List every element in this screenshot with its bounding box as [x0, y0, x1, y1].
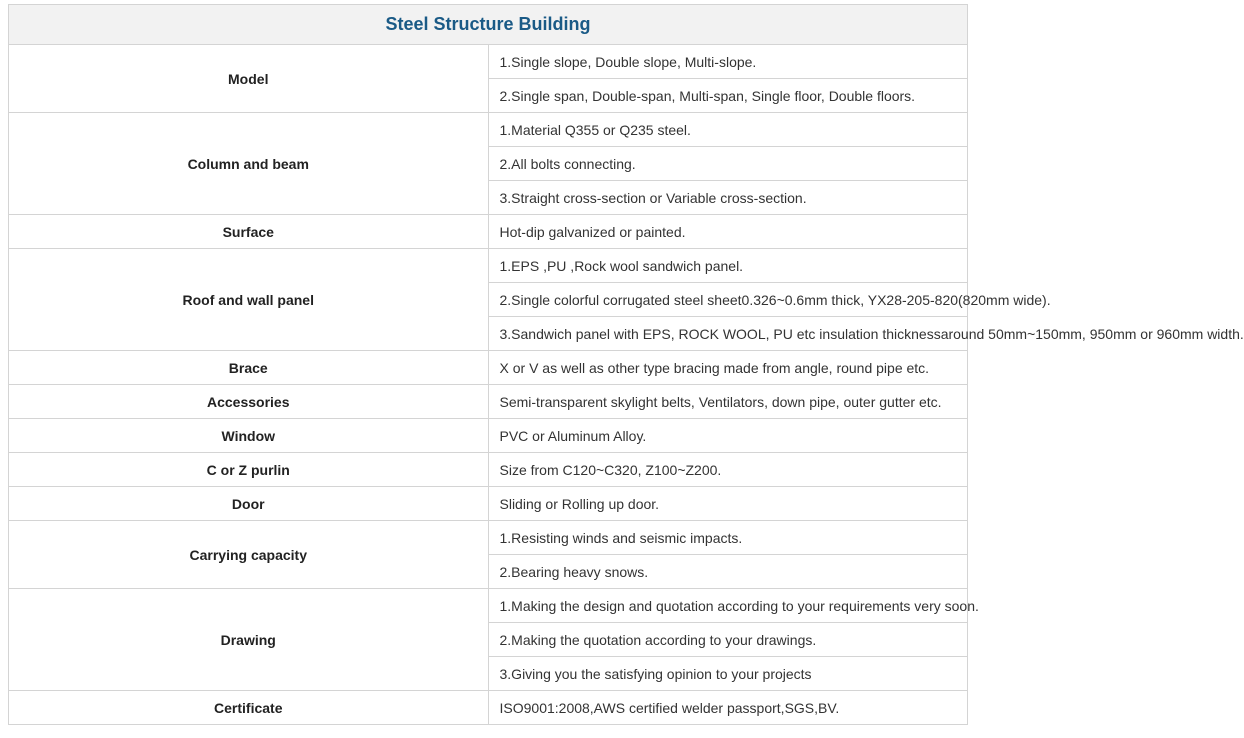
row-value: 1.Making the design and quotation according to your requirements very soon. [488, 589, 968, 623]
table-row [9, 351, 968, 385]
row-label: Window [9, 419, 489, 453]
row-label: Accessories [9, 385, 489, 419]
row-value: X or V as well as other type bracing made from angle, round pipe etc. [488, 351, 968, 385]
row-value: 3.Straight cross-section or Variable cross-section. [488, 181, 968, 215]
row-value: 3.Sandwich panel with EPS, ROCK WOOL, PU etc insulation thicknessaround 50mm~150mm, 950mm or 960mm width. [488, 317, 968, 351]
table-row [9, 385, 968, 419]
row-label: Carrying capacity [9, 521, 489, 589]
row-label: C or Z purlin [9, 453, 489, 487]
table-row [9, 589, 968, 623]
row-label: Column and beam [9, 113, 489, 215]
table-title: Steel Structure Building [9, 5, 968, 45]
row-value: Hot-dip galvanized or painted. [488, 215, 968, 249]
row-label: Certificate [9, 691, 489, 725]
spec-table-container [8, 4, 1244, 725]
row-label: Drawing [9, 589, 489, 691]
row-value: 2.All bolts connecting. [488, 147, 968, 181]
table-row [9, 45, 968, 79]
row-value: 2.Single colorful corrugated steel sheet0.326~0.6mm thick, YX28-205-820(820mm wide). [488, 283, 968, 317]
row-value: Size from C120~C320, Z100~Z200. [488, 453, 968, 487]
row-value: 1.Single slope, Double slope, Multi-slope. [488, 45, 968, 79]
row-value: Sliding or Rolling up door. [488, 487, 968, 521]
row-value: 1.EPS ,PU ,Rock wool sandwich panel. [488, 249, 968, 283]
row-value: 2.Making the quotation according to your drawings. [488, 623, 968, 657]
row-value: Semi-transparent skylight belts, Ventilators, down pipe, outer gutter etc. [488, 385, 968, 419]
table-row [9, 249, 968, 283]
row-label: Model [9, 45, 489, 113]
row-value: 2.Bearing heavy snows. [488, 555, 968, 589]
row-label: Roof and wall panel [9, 249, 489, 351]
row-label: Brace [9, 351, 489, 385]
table-title-row [9, 5, 968, 45]
spec-table [8, 4, 1244, 725]
row-value: ISO9001:2008,AWS certified welder passport,SGS,BV. [488, 691, 968, 725]
table-body [9, 45, 1244, 725]
table-row [9, 453, 968, 487]
table-row [9, 419, 968, 453]
row-value: 3.Giving you the satisfying opinion to your projects [488, 657, 968, 691]
table-row [9, 487, 968, 521]
table-row [9, 215, 968, 249]
table-row [9, 691, 968, 725]
row-value: 2.Single span, Double-span, Multi-span, Single floor, Double floors. [488, 79, 968, 113]
row-label: Door [9, 487, 489, 521]
row-value: PVC or Aluminum Alloy. [488, 419, 968, 453]
row-value: 1.Resisting winds and seismic impacts. [488, 521, 968, 555]
row-value: 1.Material Q355 or Q235 steel. [488, 113, 968, 147]
table-row [9, 113, 968, 147]
table-row [9, 521, 968, 555]
row-label: Surface [9, 215, 489, 249]
